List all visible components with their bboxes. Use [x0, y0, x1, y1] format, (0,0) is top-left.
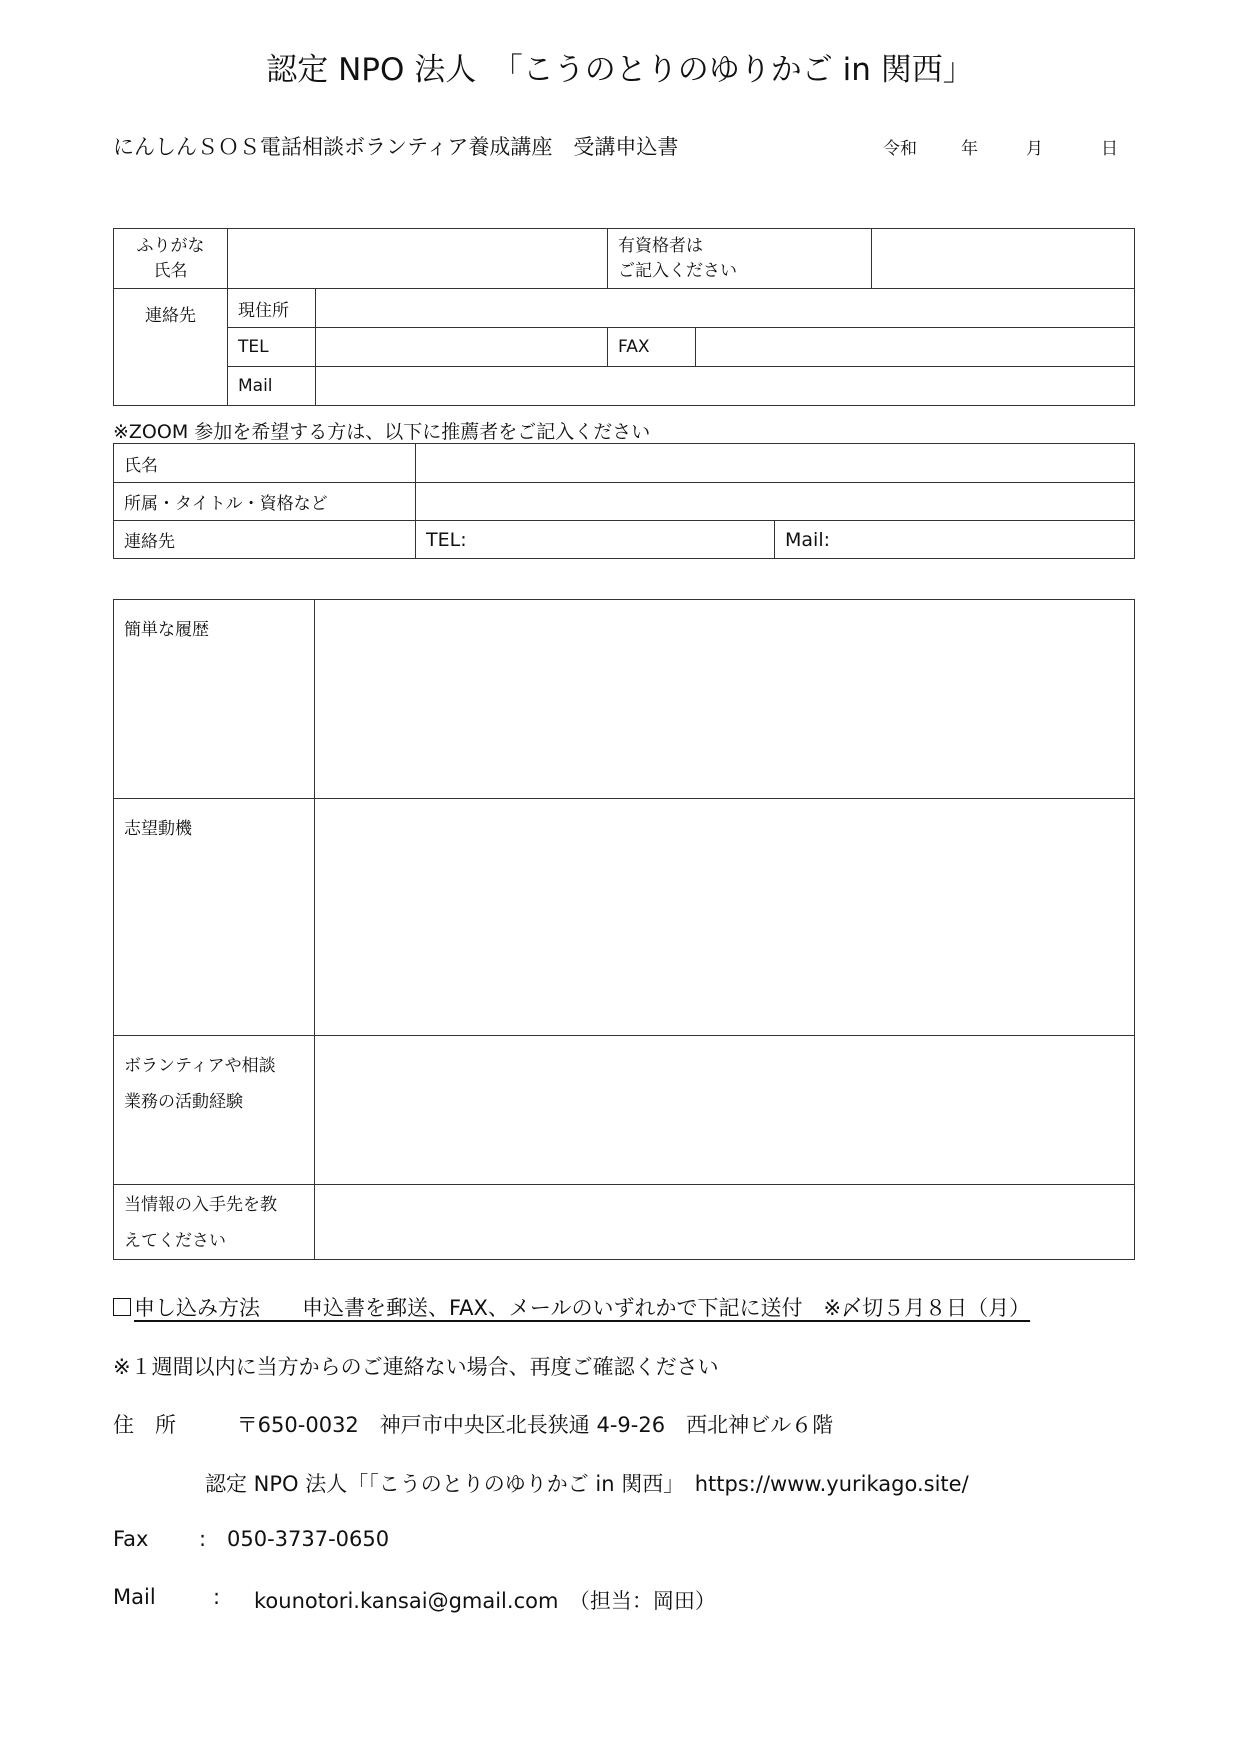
address-field[interactable] [316, 289, 1135, 328]
furigana-name-label: ふりがな 氏名 [114, 229, 228, 289]
motivation-field[interactable] [315, 799, 1135, 1036]
motivation-label: 志望動機 [114, 799, 315, 1036]
address-value: 〒650-0032 神戸市中央区北長狭通 4-9-26 西北神ビル６階 [236, 1413, 834, 1437]
page-title: 認定 NPO 法人 「こうのとりのゆりかご in 関西」 [266, 52, 974, 88]
mail-value[interactable]: kounotori.kansai@gmail.com （担当：岡田） [254, 1589, 716, 1613]
source-field[interactable] [315, 1185, 1135, 1260]
fax-label: Fax [113, 1527, 149, 1551]
mail-label: Mail [228, 367, 316, 406]
mail-separator: : [213, 1585, 221, 1609]
date-year: 年 [961, 139, 978, 159]
address-line [113, 1409, 833, 1439]
fax-line [113, 1527, 390, 1551]
address-label: 住 所 [113, 1413, 176, 1437]
fax-field[interactable] [696, 328, 1135, 367]
date-month: 月 [1026, 139, 1043, 159]
qualification-field[interactable] [872, 229, 1135, 289]
contact-label: 連絡先 [114, 289, 228, 406]
tel-label: TEL [228, 328, 316, 367]
zoom-affiliation-field[interactable] [416, 483, 1135, 521]
fax-value: 050-3737-0650 [227, 1527, 390, 1551]
zoom-affiliation-label: 所属・タイトル・資格など [114, 483, 416, 521]
fax-separator: : [199, 1527, 207, 1551]
mail-field[interactable] [316, 367, 1135, 406]
history-field[interactable] [315, 600, 1135, 799]
name-field[interactable] [228, 229, 608, 289]
form-subtitle: にんしんＳＯＳ電話相談ボランティア養成講座 受講申込書 [113, 135, 679, 159]
application-method: 申し込み方法 申込書を郵送、FAX、メールのいずれかで下記に送付 ※〆切５月８日（月） [113, 1292, 1030, 1322]
tel-field[interactable] [316, 328, 608, 367]
qualified-label: 有資格者は ご記入ください [608, 229, 872, 289]
source-label: 当情報の入手先を教 えてください [114, 1185, 315, 1260]
confirmation-note: ※１週間以内に当方からのご連絡ない場合、再度ご確認ください [113, 1355, 719, 1379]
org-line: 認定 NPO 法人「「こうのとりのゆりかご in 関西」 https://www.yurikago.site/ [205, 1472, 969, 1496]
zoom-mail-field[interactable]: Mail: [775, 521, 1135, 559]
date-day: 日 [1101, 139, 1118, 159]
details-table [113, 599, 1135, 1260]
zoom-tel-field[interactable]: TEL: [416, 521, 775, 559]
zoom-name-label: 氏名 [114, 444, 416, 483]
experience-field[interactable] [315, 1036, 1135, 1185]
date-era: 令和 [883, 139, 917, 159]
applicant-table [113, 228, 1135, 406]
experience-label: ボランティアや相談 業務の活動経験 [114, 1036, 315, 1185]
mail-label: Mail [113, 1585, 156, 1609]
checkbox-icon [113, 1298, 131, 1316]
zoom-note: ※ZOOM 参加を希望する方は、以下に推薦者をご記入ください [113, 421, 651, 443]
address-label: 現住所 [228, 289, 316, 328]
zoom-table [113, 443, 1135, 559]
fax-label: FAX [608, 328, 696, 367]
zoom-contact-label: 連絡先 [114, 521, 416, 559]
history-label: 簡単な履歴 [114, 600, 315, 799]
zoom-name-field[interactable] [416, 444, 1135, 483]
mail-line [113, 1585, 716, 1613]
